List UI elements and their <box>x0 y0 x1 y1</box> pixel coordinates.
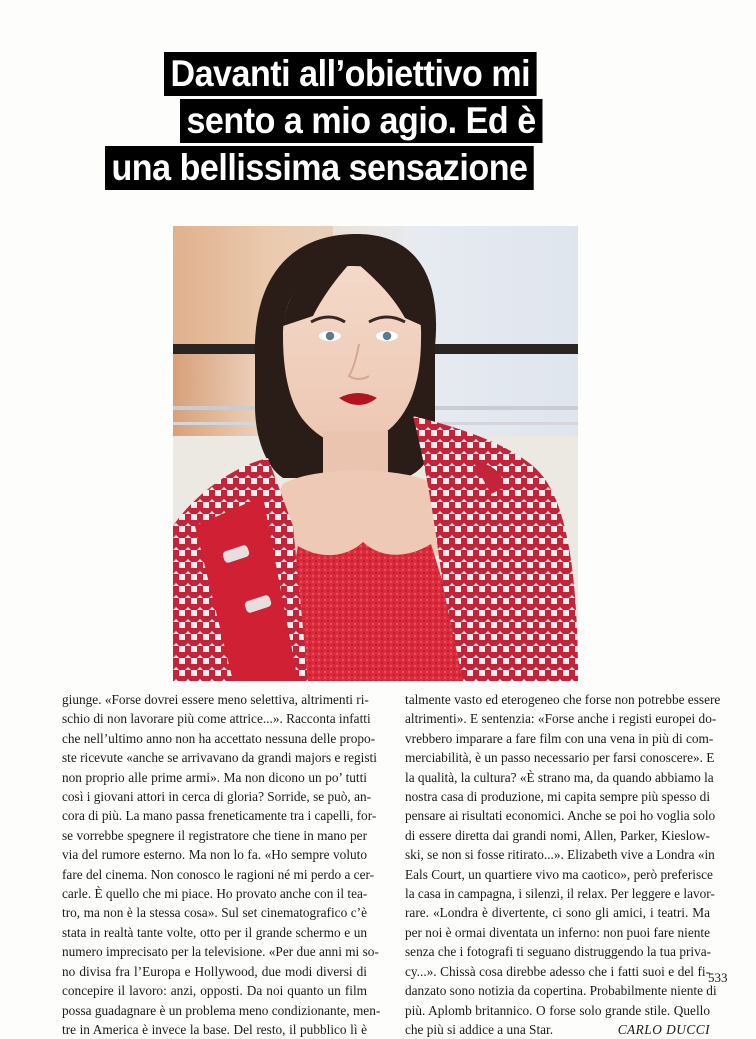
article-line: di essere diretta dai grandi nomi, Allen, Parker, Kieslow- <box>405 827 710 843</box>
article-line: pensare ai risultati economici. Anche se poi ho voglia solo <box>405 808 716 824</box>
article-line: concepire il lavoro: anzi, opposti. Da noi quanto un film <box>62 983 367 999</box>
article-line: senza che i fotografi ti seguano distruggendo la tua priva- <box>405 944 712 960</box>
article-line: danzato sono notizia da copertina. Probabilmente niente di <box>405 983 717 999</box>
article-line: che nell’ultimo anno non ha accettato nessuna delle propo- <box>62 730 376 746</box>
article-line: fare del cinema. Non conosco le ragioni né mi perdo a cer- <box>62 866 375 882</box>
article-line: via del rumore esterno. Ma non lo fa. «Ho sempre voluto <box>62 847 367 863</box>
article-line: ste ricevute «anche se arrivavano da grandi majors e registi <box>62 750 377 766</box>
article-line: per noi è ormai diventata un inferno: non puoi fare niente <box>405 924 710 940</box>
article-line: non proprio alle prime armi». Ma non dicono un po’ tutti <box>62 769 367 785</box>
article-line: giunge. «Forse dovrei essere meno selettiva, altrimenti ri- <box>62 692 369 707</box>
article-column-left <box>62 690 381 1039</box>
article-line: più. Aplomb britannico. O forse solo grande stile. Quello <box>405 1002 710 1018</box>
article-line: possa guadagnare è un problema meno condizionante, men- <box>62 1002 381 1018</box>
article-line: altrimenti». E sentenzia: «Forse anche i registi europei do- <box>405 711 717 727</box>
article-final-line: che più si addice a una Star. <box>405 1021 554 1037</box>
article-line: se vorrebbe spegnere il registratore che tiene in mano per <box>62 827 367 843</box>
article-line: merciabilità, è un passo necessario per farsi conoscere». E <box>405 750 715 766</box>
author-byline: CARLO DUCCI <box>617 1021 710 1037</box>
article-line: talmente vasto ed eterogeneo che forse non potrebbe essere <box>405 692 721 707</box>
article-line: la qualità, la cultura? «È strano ma, da quando abbiamo la <box>405 769 714 785</box>
portrait-photo <box>173 226 578 681</box>
article-line: schio di non lavorare più come attrice...». Racconta infatti <box>62 711 371 727</box>
article-closing-row <box>405 1020 710 1039</box>
article-line: no divisa fra l’Europa e Hollywood, due modi diversi di <box>62 963 367 979</box>
article-line: vrebbero imparare a fare film con una vena in più di com- <box>405 730 714 746</box>
portrait-illustration <box>173 226 578 681</box>
headline-line-2: sento a mio agio. Ed è <box>180 99 542 143</box>
article-line: Eals Court, un quartiere vivo ma caotico», però preferisce <box>405 866 713 882</box>
article-line: tro, ma non è la stessa cosa». Sul set cinematografico c’è <box>62 905 367 921</box>
article-line: così i giovani attori in cerca di gloria? Sorride, se può, an- <box>62 789 372 805</box>
article-line: cy...». Chissà cosa direbbe adesso che i fatti suoi e del fi- <box>405 963 710 979</box>
article-line: cora di più. La mano passa freneticamente tra i capelli, for- <box>62 808 377 824</box>
page-number: 533 <box>708 970 728 985</box>
article-line: numero imprecisato per la televisione. «Per due anni mi so- <box>62 944 379 960</box>
headline-line-3: una bellissima sensazione <box>105 146 534 190</box>
article-line: nostra casa di produzione, mi capita sempre più spesso di <box>405 789 711 805</box>
article-line: tre in America è invece la base. Del resto, il pubblico lì è <box>62 1021 367 1037</box>
article-line: rare. «Londra è divertente, ci sono gli amici, i teatri. Ma <box>405 905 710 921</box>
article-line: carle. È quello che mi piace. Ho provato anche con il tea- <box>62 886 368 902</box>
article-line: ski, se non si fosse ritirato...». Elizabeth vive a Londra «in <box>405 847 715 863</box>
article-line: stata in realtà tante volte, otto per il grande schermo e un <box>62 924 367 940</box>
headline-line-1: Davanti all’obiettivo mi <box>164 52 537 96</box>
article-line: la casa in campagna, i silenzi, il relax. Per leggere e lavor- <box>405 886 715 902</box>
